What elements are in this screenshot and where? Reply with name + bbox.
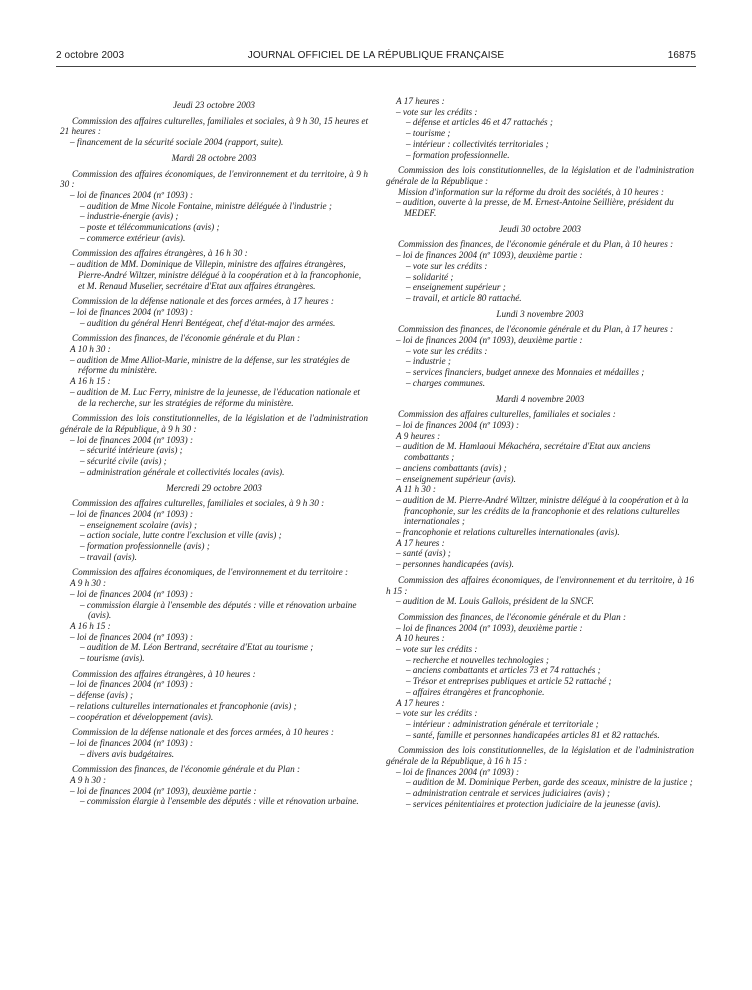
left-column: [60, 96, 368, 812]
time-slot: A 10 h 30 :: [70, 344, 111, 355]
agenda-item: – commission élargie à l'ensemble des députés : ville et rénovation urbaine.: [80, 796, 359, 807]
date-heading: Jeudi 30 octobre 2003: [498, 223, 582, 234]
agenda-item: – enseignement supérieur ;: [406, 282, 506, 293]
agenda-block: [386, 165, 694, 219]
journal-title: JOURNAL OFFICIEL DE LA RÉPUBLIQUE FRANÇAISE: [247, 50, 505, 61]
agenda-item: – loi de finances 2004 (nº 1093) :: [70, 588, 194, 599]
agenda-block: [386, 745, 694, 809]
agenda-item: – charges communes.: [406, 377, 486, 388]
commission-paragraph: Mission d'information sur la réforme du droit des sociétés, à 10 heures :: [398, 186, 664, 197]
commission-paragraph: Commission de la défense nationale et des forces armées, à 10 heures :: [72, 727, 334, 738]
commission-paragraph: Commission des lois constitutionnelles, de la législation et de l'administration générale de la République, à 16 h 15 :: [386, 745, 694, 767]
agenda-item: – travail, et article 80 rattaché.: [406, 292, 522, 303]
agenda-item: – Trésor et entreprises publiques et article 52 rattaché ;: [406, 676, 612, 687]
agenda-block: [386, 575, 694, 607]
commission-paragraph: Commission des finances, de l'économie générale et du Plan :: [72, 764, 301, 775]
time-slot: A 11 h 30 :: [396, 484, 436, 495]
agenda-item: – anciens combattants et articles 73 et 74 rattachés ;: [406, 665, 601, 676]
agenda-item: – audition de M. Dominique Perben, garde des sceaux, ministre de la justice ;: [406, 777, 693, 788]
agenda-block: [60, 764, 368, 807]
agenda-item: – audition de M. Hamlaoui Mékachéra, secrétaire d'Etat aux anciens combattants ;: [396, 441, 651, 463]
date-heading: Mercredi 29 octobre 2003: [166, 482, 262, 493]
agenda-item: – loi de finances 2004 (nº 1093), deuxième partie :: [396, 250, 583, 261]
agenda-item: – audition de Mme Alliot-Marie, ministre de la défense, sur les stratégies de réforme du ministère.: [70, 354, 350, 376]
agenda-item: – commission élargie à l'ensemble des députés : ville et rénovation urbaine (avis).: [80, 599, 357, 621]
time-slot: A 17 heures :: [396, 697, 445, 708]
commission-paragraph: Commission des affaires économiques, de l'environnement et du territoire, à 9 h 30 :: [60, 168, 368, 190]
agenda-block: [60, 413, 368, 477]
agenda-item: – financement de la sécurité sociale 2004 (rapport, suite).: [70, 137, 284, 148]
agenda-block: [60, 116, 368, 148]
commission-paragraph: Commission des affaires étrangères, à 16 h 30 :: [72, 248, 248, 259]
agenda-item: – services financiers, budget annexe des Monnaies et médailles ;: [406, 367, 645, 378]
time-slot: A 9 heures :: [396, 430, 441, 441]
agenda-item: – divers avis budgétaires.: [80, 748, 175, 759]
agenda-item: – services pénitentiaires et protection judiciaire de la jeunesse (avis).: [406, 798, 661, 809]
commission-paragraph: Commission des affaires économiques, de l'environnement et du territoire :: [72, 567, 349, 578]
agenda-item: – industrie ;: [406, 356, 451, 367]
agenda-item: – sécurité civile (avis) ;: [80, 456, 167, 467]
agenda-item: – loi de finances 2004 (nº 1093) :: [396, 766, 520, 777]
agenda-item: – vote sur les crédits :: [406, 345, 488, 356]
commission-paragraph: Commission des finances, de l'économie générale et du Plan, à 10 heures :: [398, 239, 674, 250]
agenda-item: – vote sur les crédits :: [396, 106, 478, 117]
agenda-block: [60, 567, 368, 663]
agenda-item: – formation professionnelle (avis) ;: [80, 541, 210, 552]
agenda-block: [60, 169, 368, 244]
agenda-item: – loi de finances 2004 (nº 1093) :: [70, 434, 194, 445]
agenda-item: – commerce extérieur (avis).: [80, 232, 186, 243]
commission-paragraph: Commission des affaires étrangères, à 10 heures :: [72, 668, 256, 679]
right-column: [386, 96, 694, 815]
agenda-item: – formation professionnelle.: [406, 149, 510, 160]
agenda-item: – loi de finances 2004 (nº 1093) :: [396, 419, 520, 430]
agenda-item: – loi de finances 2004 (nº 1093) :: [70, 306, 194, 317]
commission-paragraph: Commission des affaires culturelles, familiales et sociales :: [398, 409, 616, 420]
agenda-item: – recherche et nouvelles technologies ;: [406, 654, 549, 665]
agenda-item: – francophonie et relations culturelles internationales (avis).: [396, 527, 620, 538]
time-slot: A 10 heures :: [396, 633, 445, 644]
agenda-item: – sécurité intérieure (avis) ;: [80, 445, 183, 456]
agenda-item: – travail (avis).: [80, 551, 137, 562]
agenda-item: – intérieur : collectivités territoriales ;: [406, 138, 549, 149]
agenda-block: [386, 239, 694, 303]
agenda-block: [60, 727, 368, 759]
date-heading: Mardi 28 octobre 2003: [171, 152, 257, 163]
agenda-item: – loi de finances 2004 (nº 1093) :: [70, 679, 194, 690]
agenda-block: [60, 248, 368, 291]
agenda-item: – loi de finances 2004 (nº 1093) :: [70, 737, 194, 748]
date-heading: Lundi 3 novembre 2003: [496, 308, 584, 319]
agenda-item: – enseignement supérieur (avis).: [396, 473, 516, 484]
agenda-item: – poste et télécommunications (avis) ;: [80, 222, 220, 233]
commission-paragraph: Commission des affaires culturelles, familiales et sociales, à 9 h 30 :: [72, 498, 325, 509]
agenda-item: – loi de finances 2004 (nº 1093), deuxième partie :: [396, 335, 583, 346]
agenda-item: – tourisme ;: [406, 128, 451, 139]
agenda-item: – audition, ouverte à la presse, de M. Ernest-Antoine Seillière, président du MEDEF.: [396, 197, 674, 219]
agenda-item: – relations culturelles internationales et francophonie (avis) ;: [70, 700, 297, 711]
agenda-item: – action sociale, lutte contre l'exclusion et ville (avis) ;: [80, 530, 282, 541]
agenda-item: – coopération et développement (avis).: [70, 711, 214, 722]
date-heading: Mardi 4 novembre 2003: [495, 393, 585, 404]
agenda-item: – vote sur les crédits :: [396, 644, 478, 655]
commission-paragraph: Commission des finances, de l'économie générale et du Plan, à 17 heures :: [398, 324, 674, 335]
agenda-block: [386, 612, 694, 740]
agenda-item: – audition de M. Luc Ferry, ministre de la jeunesse, de l'éducation nationale et de la recherche, sur les stratégies de réforme du ministère.: [70, 386, 360, 408]
agenda-item: – tourisme (avis).: [80, 653, 145, 664]
time-slot: A 16 h 15 :: [70, 620, 111, 631]
agenda-block: [60, 498, 368, 562]
agenda-item: – vote sur les crédits :: [396, 708, 478, 719]
time-slot: A 17 heures :: [396, 537, 445, 548]
agenda-block: [60, 333, 368, 408]
agenda-item: – intérieur : administration générale et territoriale ;: [406, 718, 599, 729]
commission-paragraph: Commission des finances, de l'économie générale et du Plan :: [72, 333, 301, 344]
agenda-item: – affaires étrangères et francophonie.: [406, 686, 545, 697]
agenda-item: – santé (avis) ;: [396, 548, 451, 559]
agenda-block: [60, 296, 368, 328]
agenda-block: [60, 669, 368, 723]
commission-paragraph: Commission des finances, de l'économie générale et du Plan :: [398, 611, 627, 622]
agenda-item: – audition de M. Léon Bertrand, secrétaire d'Etat au tourisme ;: [80, 642, 314, 653]
agenda-item: – anciens combattants (avis) ;: [396, 462, 507, 473]
time-slot: A 9 h 30 :: [70, 578, 107, 589]
agenda-item: – administration générale et collectivités locales (avis).: [80, 466, 285, 477]
agenda-block: [386, 324, 694, 388]
commission-paragraph: Commission des affaires économiques, de l'environnement et du territoire, à 16 h 15 :: [386, 574, 694, 596]
agenda-item: – défense et articles 46 et 47 rattachés ;: [406, 117, 553, 128]
time-slot: A 17 heures :: [396, 96, 445, 106]
agenda-item: – audition de MM. Dominique de Villepin, ministre des affaires étrangères, Pierre-André Wiltzer, ministre délégué à la coopération et à la francophonie, et M. Renaud Muselier, secrétaire d'Etat aux affaires étrangères.: [70, 259, 362, 291]
agenda-item: – audition de Mme Nicole Fontaine, ministre déléguée à l'industrie ;: [80, 200, 332, 211]
agenda-item: – administration centrale et services judiciaires (avis) ;: [406, 788, 611, 799]
agenda-item: – audition de M. Pierre-André Wiltzer, ministre délégué à la coopération et à la francophonie, sur les crédits de la francophonie et des relations culturelles internationales ;: [396, 494, 689, 527]
agenda-item: – loi de finances 2004 (nº 1093), deuxième partie :: [396, 622, 583, 633]
agenda-item: – enseignement scolaire (avis) ;: [80, 519, 198, 530]
issue-date: 2 octobre 2003: [56, 50, 125, 61]
agenda-item: – personnes handicapées (avis).: [396, 559, 514, 570]
running-head: [56, 50, 696, 64]
commission-paragraph: Commission de la défense nationale et des forces armées, à 17 heures :: [72, 296, 334, 307]
date-heading: Jeudi 23 octobre 2003: [172, 100, 256, 110]
time-slot: A 16 h 15 :: [70, 376, 111, 387]
page-number: 16875: [667, 50, 696, 61]
commission-paragraph: Commission des lois constitutionnelles, de la législation et de l'administration générale de la République :: [386, 165, 694, 186]
agenda-item: – défense (avis) ;: [70, 690, 134, 701]
agenda-item: – santé, famille et personnes handicapées articles 81 et 82 rattachés.: [406, 729, 660, 740]
agenda-item: – solidarité ;: [406, 271, 454, 282]
agenda-block: [386, 409, 694, 570]
agenda-item: – loi de finances 2004 (nº 1093), deuxième partie :: [70, 785, 257, 796]
agenda-item: – audition du général Henri Bentégeat, chef d'état-major des armées.: [80, 317, 336, 328]
commission-paragraph: Commission des affaires culturelles, familiales et sociales, à 9 h 30, 15 heures et 21 heures :: [60, 115, 369, 137]
agenda-block: [386, 96, 694, 160]
agenda-item: – loi de finances 2004 (nº 1093) :: [70, 631, 194, 642]
agenda-item: – loi de finances 2004 (nº 1093) :: [70, 189, 194, 200]
agenda-item: – industrie-énergie (avis) ;: [80, 211, 179, 222]
agenda-item: – audition de M. Louis Gallois, président de la SNCF.: [396, 596, 594, 607]
header-rule: [56, 66, 696, 67]
commission-paragraph: Commission des lois constitutionnelles, de la législation et de l'administration générale de la République, à 9 h 30 :: [60, 413, 368, 434]
agenda-item: – loi de finances 2004 (nº 1093) :: [70, 508, 194, 519]
agenda-item: – vote sur les crédits :: [406, 260, 488, 271]
time-slot: A 9 h 30 :: [70, 775, 107, 786]
